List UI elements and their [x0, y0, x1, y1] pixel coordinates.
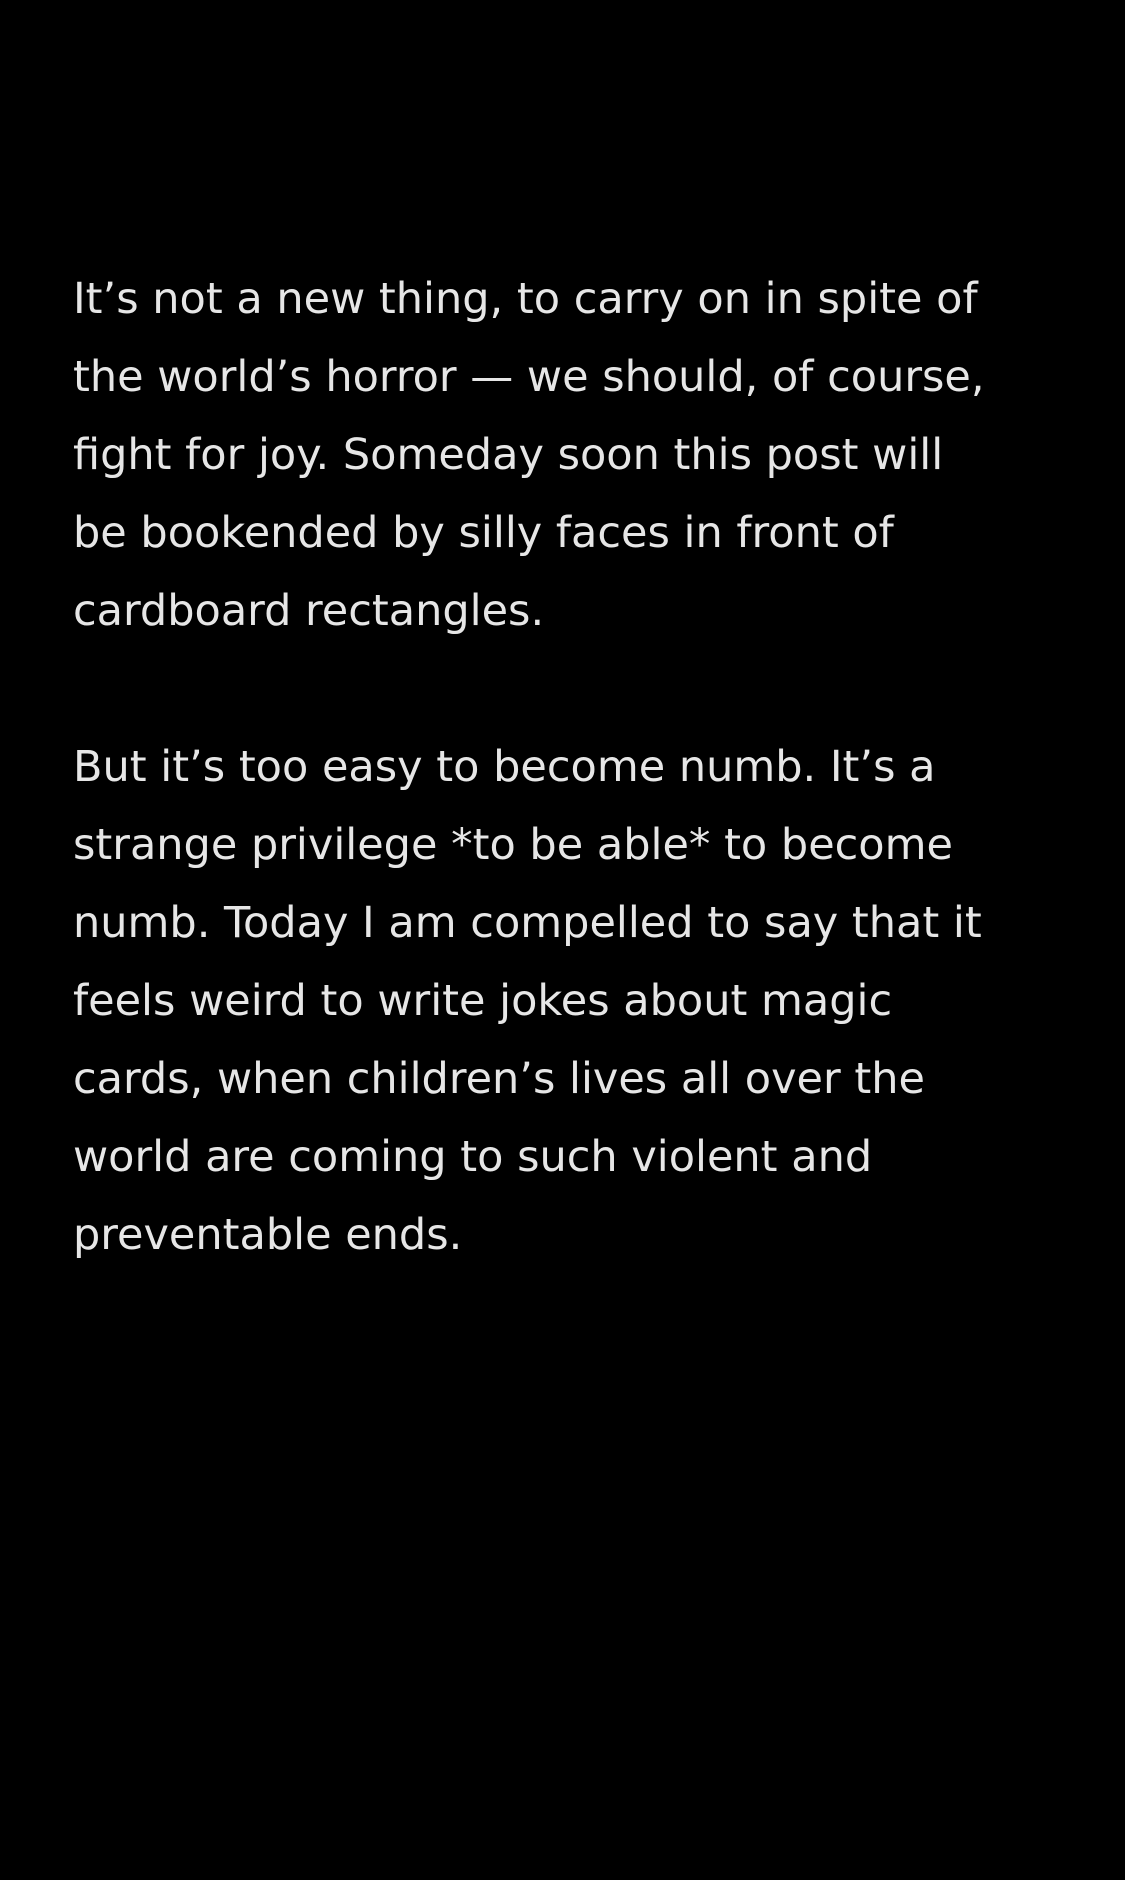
- text-line: fight for joy. Someday soon this post will: [73, 430, 944, 480]
- text-line: cards, when children’s lives all over the: [73, 1054, 925, 1104]
- paragraph-2: [73, 728, 1073, 1274]
- text-line: strange privilege *to be able* to become: [73, 820, 953, 870]
- text-line: It’s not a new thing, to carry on in spite of: [73, 274, 978, 324]
- text-line: cardboard rectangles.: [73, 586, 545, 636]
- text-line: numb. Today I am compelled to say that it: [73, 898, 982, 948]
- text-line: world are coming to such violent and: [73, 1132, 873, 1182]
- story-text-body: [73, 260, 1073, 1274]
- text-line: be bookended by silly faces in front of: [73, 508, 894, 558]
- text-line: the world’s horror — we should, of course,: [73, 352, 985, 402]
- paragraph-spacer: [73, 650, 1073, 728]
- text-line: feels weird to write jokes about magic: [73, 976, 893, 1026]
- text-line: preventable ends.: [73, 1210, 463, 1260]
- text-line: But it’s too easy to become numb. It’s a: [73, 742, 936, 792]
- paragraph-1: [73, 260, 1073, 650]
